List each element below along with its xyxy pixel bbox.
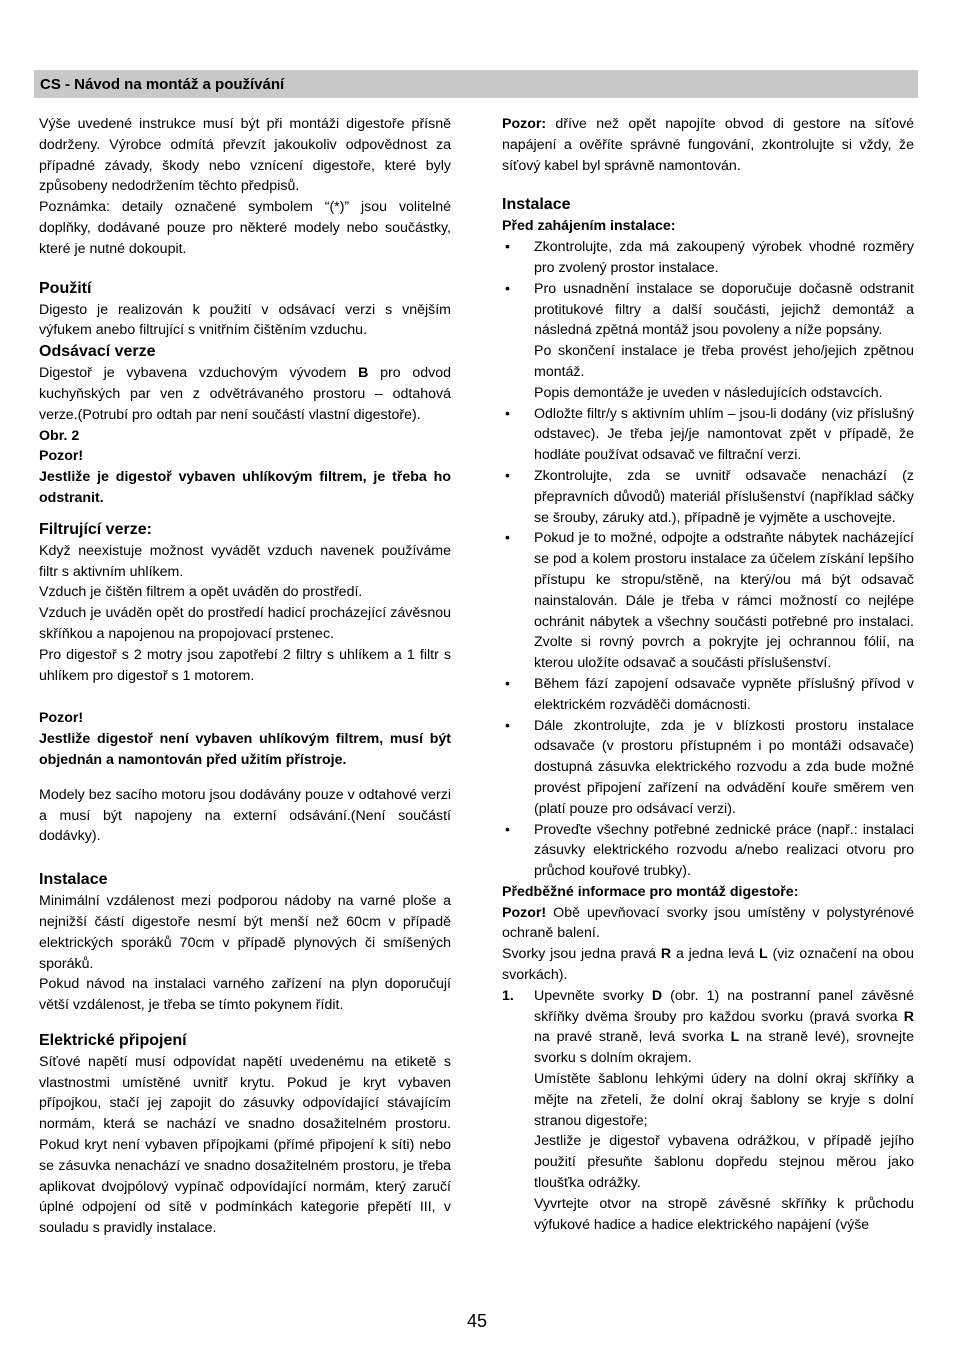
warning-text: Jestliže je digestoř vybaven uhlíkovým filtrem, je třeba ho odstranit.: [39, 469, 451, 506]
list-item: • Zkontrolujte, zda se uvnitř odsavače nenachází (z přepravních důvodů) materiál příslušenství (například sáčky se šrouby, záruky atd.), případně je vyjměte a uschovejte.: [505, 467, 914, 526]
preliminary-warning: Pozor! Obě upevňovací svorky jsou umístěny v polystyrénové ochraně balení.: [502, 904, 914, 942]
bullet-icon: •: [505, 467, 510, 484]
filter-version-heading: Filtrující verze:: [39, 520, 152, 538]
intro-paragraph: Výše uvedené instrukce musí být při montáži digestoře přísně dodrženy. Výrobce odmítá převzít jakoukoliv odpovědnost za případné závady, škody nebo vznícení digestoře, které byly způsobeny nedodržením těchto předpisů.: [39, 116, 451, 195]
warning-label: Pozor!: [39, 448, 84, 465]
list-item: • Pokud je to možné, odpojte a odstraňte nábytek nacházející se pod a kolem prostoru instalace za účelem získání lepšího přístupu ke stropu/stěně, na který/ou má být odsavač nainstalován. Dále je třeba v rámci možností co nejlépe ochránit nábytek a všechny součásti potřebné pro instalaci. Zvolte si rovný povrch a pokryjte jej ochrannou fólií, na kterou uložíte odsavač a součásti příslušenství.: [505, 530, 914, 672]
bullet-icon: •: [505, 717, 510, 734]
before-installation-subheading: Před zahájením instalace:: [502, 218, 676, 235]
left-column: [39, 114, 451, 1239]
page-number: 45: [466, 1311, 488, 1331]
installation-paragraph: Pokud návod na instalaci varného zařízení na plyn doporučují větší vzdálenost, je třeba se tímto pokynem řídit.: [39, 976, 451, 1014]
preparation-list: [502, 237, 914, 341]
preliminary-info-subheading: Předběžné informace pro montáž digestoře:: [502, 883, 799, 900]
installation-paragraph: Minimální vzdálenost mezi podporou nádoby na varné ploše a nejnižší částí digestoře nesmí být menší než 60cm v případě elektrických sporáků 70cm v případě plynových či smíšených sporáků.: [39, 893, 451, 972]
electrical-paragraph: Síťové napětí musí odpovídat napětí uvedenému na etiketě s vlastnostmi umístěné uvnitř krytu. Pokud je kryt vybaven přípojkou, stačí jej zapojit do zásuvky odpovídající stávajícím normám, která se nachází ve snadno dosažitelném prostoru. Pokud kryt není vybaven přípojkami (přímé připojení k síti) nebo se zásuvka nenachází ve snadno dosažitelném prostoru, je třeba aplikovat dvojpólový vypínač odpovídající normám, který zaručí úplné odpojení od sítě v podmínkách kategorie přepětí III, v souladu s pravidly instalace.: [39, 1053, 451, 1237]
list-item: • Zkontrolujte, zda má zakoupený výrobek vhodné rozměry pro zvolený prostor instalace.: [505, 239, 914, 276]
list-item: • Během fází zapojení odsavače vypněte příslušný přívod v elektrickém rozváděči domácnosti.: [505, 675, 914, 713]
use-paragraph: Digesto je realizován k použití v odsávací verzi s vnějším výfukem anebo filtrující s vnitřním čištěním vzduchu.: [39, 301, 451, 339]
bullet-icon: •: [505, 239, 510, 256]
step-continuation: Vyvrtejte otvor na stropě závěsné skříňky k průchodu výfukové hadice a hadice elektrického napájení (výše: [534, 1195, 914, 1233]
list-item: • Pro usnadnění instalace se doporučuje dočasně odstranit protitukové filtry a další součásti, jejichž demontáž a následná zpětná montáž jsou povoleny a níže popsány.: [505, 280, 914, 339]
bullet-icon: •: [505, 405, 510, 422]
filter-paragraph: Vzduch je uváděn opět do prostředí hadicí procházející závěsnou skříňkou a napojenou na propojovací prstenec.: [39, 605, 451, 642]
note-paragraph: Poznámka: detaily označené symbolem “(*)” jsou volitelné doplňky, dodávané pouze pro některé modely nebo součástky, které je nutné dokoupit.: [39, 199, 451, 257]
steps-list: [502, 986, 914, 1069]
bullet-icon: •: [505, 530, 510, 547]
installation-heading: Instalace: [39, 871, 108, 889]
warning-text: Jestliže digestoř není vybaven uhlíkovým filtrem, musí být objednán a namontován před užitím přístroje.: [39, 731, 451, 768]
list-item-continuation: Popis demontáže je uveden v následujících odstavcích.: [534, 384, 883, 401]
clamps-paragraph: Svorky jsou jedna pravá R a jedna levá L (viz označení na obou svorkách).: [502, 946, 914, 984]
list-item-continuation: Po skončení instalace je třeba provést jeho/jejich zpětnou montáž.: [534, 343, 914, 380]
step-continuation: Jestliže je digestoř vybavena odrážkou, v případě jejího použití přesuňte šablonu dopředu stejnou měrou jako tloušťka odrážky.: [534, 1133, 914, 1192]
caution-paragraph: Pozor: dříve než opět napojíte obvod di gestore na síťové napájení a ověříte správné fungování, zkontrolujte si vždy, že síťový kabel byl správně namontován.: [502, 116, 914, 174]
filter-paragraph: Když neexistuje možnost vyvádět vzduch navenek používáme filtr s aktivním uhlíkem.: [39, 542, 451, 580]
preparation-list: [502, 404, 914, 882]
list-item: • Proveďte všechny potřebné zednické práce (např.: instalaci zásuvky elektrického rozvodu a/nebo realizaci otvoru pro průchod kouřové trubky).: [505, 821, 914, 880]
filter-paragraph: Pro digestoř s 2 motry jsou zapotřebí 2 filtry s uhlíkem a 1 filtr s uhlíkem pro digestoř s 1 motorem.: [39, 646, 451, 684]
bullet-icon: •: [505, 675, 510, 692]
exhaust-version-paragraph: Digestoř je vybavena vzduchovým vývodem B pro odvod kuchyňských par ven z odvětrávaného prostoru – odtahová verze.(Potrubí pro odtah par není součástí vlastní digestoře).: [39, 365, 452, 423]
bullet-icon: •: [505, 821, 510, 838]
section-header-bar: [34, 70, 918, 98]
use-heading: Použití: [39, 279, 92, 297]
warning-label: Pozor!: [39, 710, 84, 727]
list-item: • Odložte filtr/y s aktivním uhlím – jsou-li dodány (viz příslušný odstavec). Je třeba jej/je namontovat zpět v případě, že hodláte používat odsavač ve filtrační verzi.: [505, 405, 914, 464]
models-paragraph: Modely bez sacího motoru jsou dodávány pouze v odtahové verzi a musí být napojeny na externí odsávání.(Není součástí dodávky).: [39, 786, 451, 845]
right-column: [502, 114, 914, 1235]
list-item: • Dále zkontrolujte, zda je v blízkosti prostoru instalace odsavače (v prostoru přístupném i po montáži odsavače) dostupná zásuvka elektrického rozvodu a zda bude možné provést připojení zařízení na odvádění kouře směrem ven (platí pouze pro odsávací verzi).: [505, 717, 914, 817]
exhaust-version-heading: Odsávací verze: [39, 343, 156, 361]
bullet-icon: •: [505, 280, 510, 297]
figure-reference: Obr. 2: [39, 427, 80, 444]
filter-paragraph: Vzduch je čištěn filtrem a opět uváděn do prostředí.: [39, 584, 363, 601]
electrical-heading: Elektrické připojení: [39, 1031, 187, 1049]
step-item: 1. Upevněte svorky D (obr. 1) na postranní panel závěsné skříňky dvěma šrouby pro každou svorku (pravá svorka R na pravé straně, levá svorka L na straně levé), srovnejte svorku s dolním okrajem.: [502, 987, 914, 1067]
installation-heading: Instalace: [502, 196, 571, 214]
step-number: 1.: [502, 987, 514, 1004]
step-continuation: Umístěte šablonu lehkými údery na dolní okraj skříňky a mějte na zřeteli, že dolní okraj šablony se kryje s dolní stranou digestoře;: [534, 1071, 914, 1129]
section-title: CS - Návod na montáž a používání: [40, 76, 285, 93]
